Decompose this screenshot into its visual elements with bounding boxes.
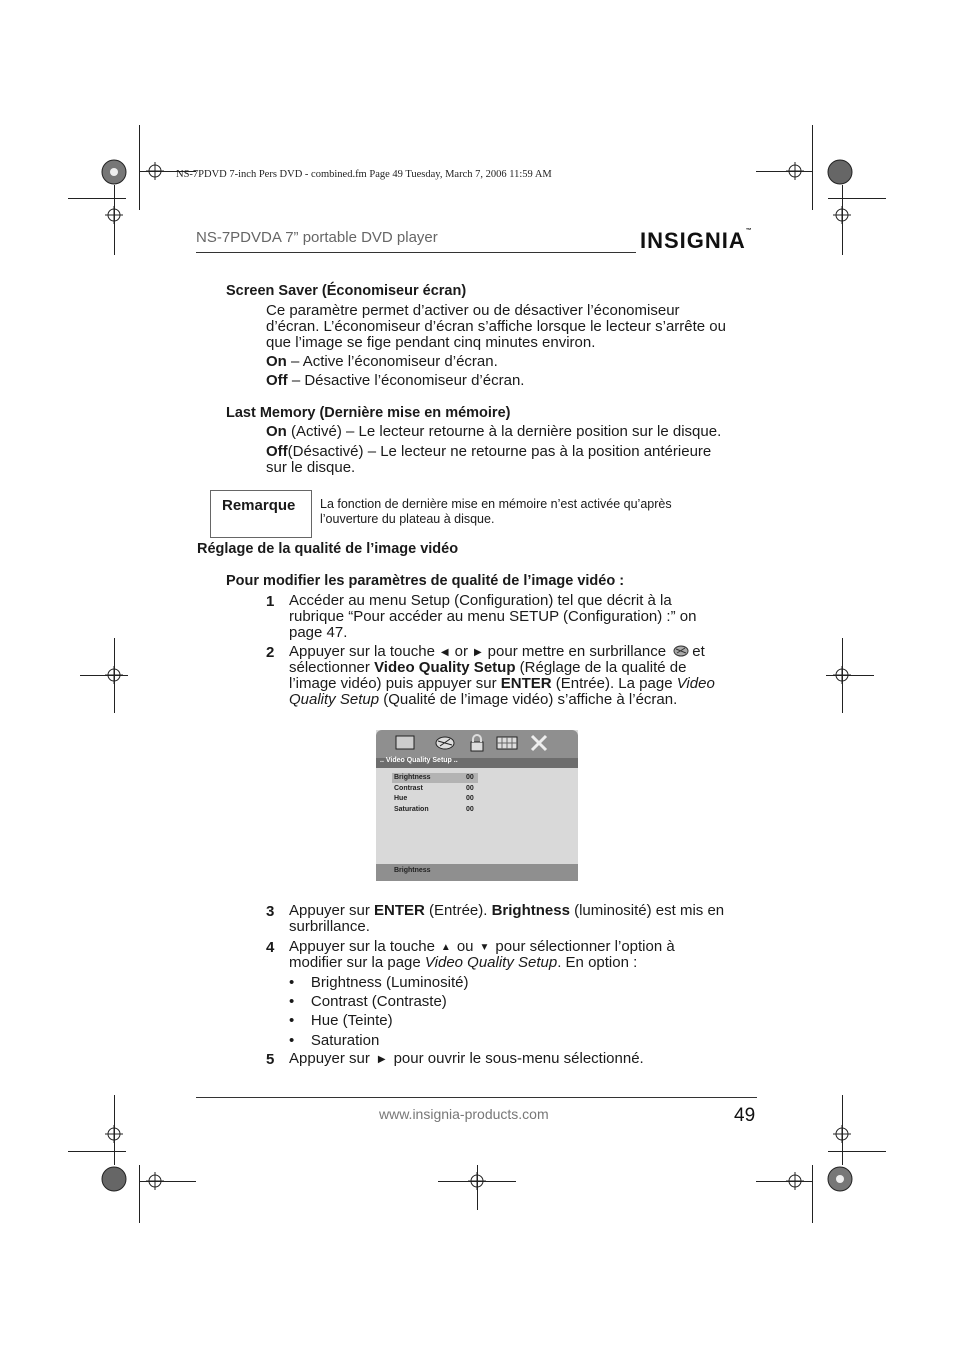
crosshair-icon bbox=[105, 1125, 123, 1143]
section-heading: Réglage de la qualité de l’image vidéo bbox=[197, 541, 459, 557]
grid-settings-icon bbox=[496, 734, 518, 752]
crosshair-icon bbox=[786, 162, 804, 180]
osd-row-label[interactable]: Contrast bbox=[394, 785, 423, 792]
step-text: Appuyer sur la touche ◀ or ▶ pour mettre en surbrillance et bbox=[289, 643, 705, 660]
step-number: 3 bbox=[266, 903, 275, 920]
registration-target-icon bbox=[100, 1165, 128, 1193]
right-arrow-icon: ▶ bbox=[377, 1054, 386, 1065]
osd-row-value: 00 bbox=[466, 795, 474, 802]
step-text: sélectionner Video Quality Setup (Réglage de la qualité de bbox=[289, 659, 687, 676]
crosshair-icon bbox=[833, 1125, 851, 1143]
osd-row-value: 00 bbox=[466, 774, 474, 781]
osd-row-value: 00 bbox=[466, 806, 474, 813]
step-text: Accéder au menu Setup (Configuration) tel que décrit à la bbox=[289, 592, 672, 609]
screen-saver-on-option: On – Active l’économiseur d’écran. bbox=[266, 353, 498, 370]
tv-screen-icon bbox=[394, 734, 416, 752]
registration-target-icon bbox=[100, 158, 128, 186]
osd-row-label[interactable]: Hue bbox=[394, 795, 408, 802]
page-number: 49 bbox=[734, 1105, 756, 1126]
osd-row-label[interactable]: Brightness bbox=[394, 774, 431, 781]
list-item: • Hue (Teinte) bbox=[289, 1012, 393, 1029]
up-arrow-icon: ▲ bbox=[440, 942, 451, 953]
print-slug: NS-7PDVD 7-inch Pers DVD - combined.fm Page 49 Tuesday, March 7, 2006 11:59 AM bbox=[176, 169, 552, 180]
list-item: • Saturation bbox=[289, 1032, 380, 1049]
step-number: 1 bbox=[266, 593, 275, 610]
step-number: 4 bbox=[266, 939, 275, 956]
crosshair-icon bbox=[786, 1172, 804, 1190]
osd-row-value: 00 bbox=[466, 785, 474, 792]
step-text: l’image vidéo) puis appuyer sur ENTER (Entrée). La page Video bbox=[289, 675, 715, 692]
last-memory-off-option-cont: sur le disque. bbox=[266, 459, 356, 476]
crosshair-icon bbox=[146, 162, 164, 180]
crosshair-icon bbox=[146, 1172, 164, 1190]
down-arrow-icon: ▼ bbox=[479, 942, 490, 953]
page-header-title: NS-7PDVDA 7” portable DVD player bbox=[196, 229, 438, 246]
procedure-heading: Pour modifier les paramètres de qualité de l’image vidéo : bbox=[226, 573, 625, 589]
step-text: page 47. bbox=[289, 624, 348, 641]
step-text: Quality Setup (Qualité de l’image vidéo) s’affiche à l’écran. bbox=[289, 691, 678, 708]
registration-target-icon bbox=[826, 158, 854, 186]
step-text: Appuyer sur la touche ▲ ou ▼ pour sélectionner l’option à bbox=[289, 938, 675, 955]
step-text: rubrique “Pour accéder au menu SETUP (Configuration) :” on bbox=[289, 608, 697, 625]
step-number: 2 bbox=[266, 644, 275, 661]
right-arrow-icon: ▶ bbox=[473, 647, 482, 658]
last-memory-off-option: Off(Désactivé) – Le lecteur ne retourne pas à la position antérieure bbox=[266, 443, 712, 460]
screen-saver-body-line: Ce paramètre permet d’activer ou de désactiver l’économiseur bbox=[266, 302, 680, 319]
video-quality-icon bbox=[673, 644, 689, 658]
step-text: Appuyer sur ENTER (Entrée). Brightness (luminosité) est mis en bbox=[289, 902, 725, 919]
footer-url[interactable]: www.insignia-products.com bbox=[379, 1106, 549, 1122]
crosshair-icon bbox=[105, 666, 123, 684]
screen-saver-body-line: d’écran. L’économiseur d’écran s’affiche lorsque le lecteur s’arrête ou bbox=[266, 318, 726, 335]
screen-saver-heading: Screen Saver (Économiseur écran) bbox=[226, 283, 467, 299]
list-item: • Contrast (Contraste) bbox=[289, 993, 447, 1010]
osd-title: .. Video Quality Setup .. bbox=[380, 757, 458, 764]
osd-status: Brightness bbox=[394, 867, 431, 874]
step-text: modifier sur la page Video Quality Setup. En option : bbox=[289, 954, 638, 971]
crosshair-icon bbox=[833, 206, 851, 224]
osd-row-label[interactable]: Saturation bbox=[394, 806, 429, 813]
crosshair-icon bbox=[105, 206, 123, 224]
screen-saver-off-option: Off – Désactive l’économiseur d’écran. bbox=[266, 372, 525, 389]
footer-rule bbox=[196, 1097, 757, 1098]
note-text: La fonction de dernière mise en mémoire n’est activée qu’après l’ouverture du plateau à disque. bbox=[320, 497, 672, 526]
step-number: 5 bbox=[266, 1051, 275, 1068]
screen-saver-body-line: que l’image se fige pendant cinq minutes environ. bbox=[266, 334, 596, 351]
note-label: Remarque bbox=[222, 497, 296, 514]
video-quality-icon bbox=[434, 734, 456, 752]
crosshair-icon bbox=[468, 1172, 486, 1190]
crosshair-icon bbox=[833, 666, 851, 684]
registration-target-icon bbox=[826, 1165, 854, 1193]
last-memory-heading: Last Memory (Dernière mise en mémoire) bbox=[226, 405, 511, 421]
header-rule bbox=[196, 252, 636, 253]
last-memory-on-option: On (Activé) – Le lecteur retourne à la dernière position sur le disque. bbox=[266, 423, 722, 440]
step-text: Appuyer sur ▶ pour ouvrir le sous-menu sélectionné. bbox=[289, 1050, 644, 1067]
brand-logo: INSIGNIA™ bbox=[640, 228, 753, 253]
left-arrow-icon: ◀ bbox=[440, 647, 449, 658]
close-icon bbox=[528, 734, 550, 752]
list-item: • Brightness (Luminosité) bbox=[289, 974, 469, 991]
step-text: surbrillance. bbox=[289, 918, 370, 935]
lock-icon bbox=[466, 734, 488, 752]
